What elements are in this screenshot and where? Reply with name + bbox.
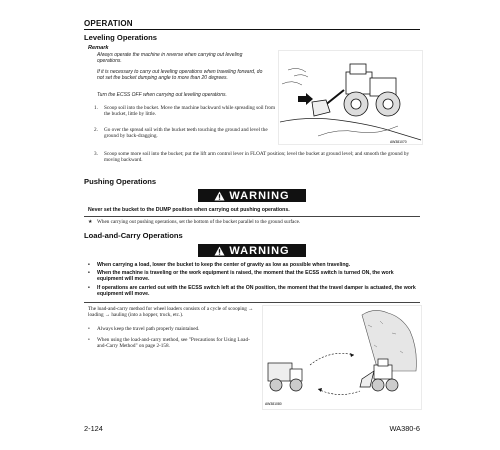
soil-pile-illustration <box>362 310 416 371</box>
remark-3: Turn the ECSS OFF when carrying out leveling operations. <box>97 92 227 98</box>
load-carry-warning-banner <box>198 244 306 257</box>
bullet-icon: • <box>88 285 90 291</box>
warning-text: If operations are carried out with the ECSS switch left at the ON position, the moment that the travel damper is actuated, the work equipment will move. <box>97 285 416 298</box>
load-carry-warning-2 <box>88 270 420 283</box>
load-carry-figure-code: AW381080 <box>265 402 282 406</box>
divider <box>84 216 420 217</box>
warning-triangle-icon <box>214 246 225 256</box>
bullet-icon: • <box>88 337 90 343</box>
bullet-icon: • <box>88 270 90 276</box>
leveling-step-3 <box>94 151 420 164</box>
pushing-warning-banner <box>198 189 306 202</box>
load-carry-paragraph: The load-and-carry method for wheel loaders consists of a cycle of scooping → loading → hauling (into a hopper, truck, etc.). <box>88 306 254 319</box>
load-carry-bullet-1 <box>88 326 258 332</box>
divider <box>84 302 420 303</box>
load-carry-warning-3 <box>88 285 420 298</box>
arrow-icon <box>318 388 322 392</box>
leveling-figure <box>278 50 423 145</box>
warning-triangle-icon <box>214 191 225 201</box>
remark-1: Always operate the machine in reverse when carrying out leveling operations. <box>97 52 243 65</box>
pushing-warning-text: Never set the bucket to the DUMP position when carrying out pushing operations. <box>88 207 290 213</box>
step-text: Scoop soil into the bucket. Move the machine backward while spreading soil from the bucket, little by little. <box>104 105 276 118</box>
step-number: 1. <box>94 105 98 111</box>
warning-label: WARNING <box>229 244 290 257</box>
load-carry-warning-1 <box>88 262 420 268</box>
dump-truck-illustration <box>268 363 302 391</box>
section-header: OPERATION <box>84 19 420 30</box>
wheel-loader-illustration <box>312 64 400 116</box>
direction-arrow-icon <box>298 93 313 105</box>
leveling-figure-code: AW381070 <box>390 140 407 144</box>
step-text: Go over the spread soil with the bucket teeth touching the ground and level the ground by back-dragging. <box>104 127 268 140</box>
bullet-icon: • <box>88 262 90 268</box>
remark-title: Remark <box>88 45 109 51</box>
step-number: 2. <box>94 127 98 133</box>
star-mark-icon: ★ <box>88 219 93 225</box>
step-number: 3. <box>94 151 98 157</box>
load-carry-bullet-2 <box>88 337 258 350</box>
bullet-icon: • <box>88 326 90 332</box>
leveling-title: Leveling Operations <box>84 33 158 42</box>
load-carry-title: Load-and-Carry Operations <box>84 231 183 240</box>
model-number: WA380-6 <box>389 424 420 433</box>
pushing-note-text: When carrying out pushing operations, set the bottom of the bucket parallel to the ground surface. <box>97 219 301 225</box>
page-number: 2-124 <box>84 424 103 433</box>
warning-text: When carrying a load, lower the bucket to keep the center of gravity as low as possible when traveling. <box>97 262 351 268</box>
arrow-icon <box>350 353 354 357</box>
leveling-step-2 <box>94 127 279 140</box>
remark-2: If it is necessary to carry out leveling operations when traveling forward, do not set the bucket dumping angle to more than 20 degrees. <box>97 69 263 82</box>
bullet-text: Always keep the travel path properly maintained. <box>97 326 200 332</box>
leveling-step-1 <box>94 105 279 118</box>
step-text: Scoop some more soil into the bucket; put the lift arm control lever in FLOAT position; level the bucket at ground level; and smooth the ground by moving backward. <box>104 151 410 164</box>
pushing-note <box>88 219 420 225</box>
warning-text: When the machine is traveling or the work equipment is raised, the moment that the ECSS switch is turned ON, the work equipment will move. <box>97 270 394 283</box>
load-carry-figure <box>262 305 422 410</box>
warning-label: WARNING <box>229 189 290 202</box>
pushing-title: Pushing Operations <box>84 177 157 186</box>
bullet-text: When using the load-and-carry method, see "Precautions for Using Load-and-Carry Method" on page 2-158. <box>97 337 250 350</box>
